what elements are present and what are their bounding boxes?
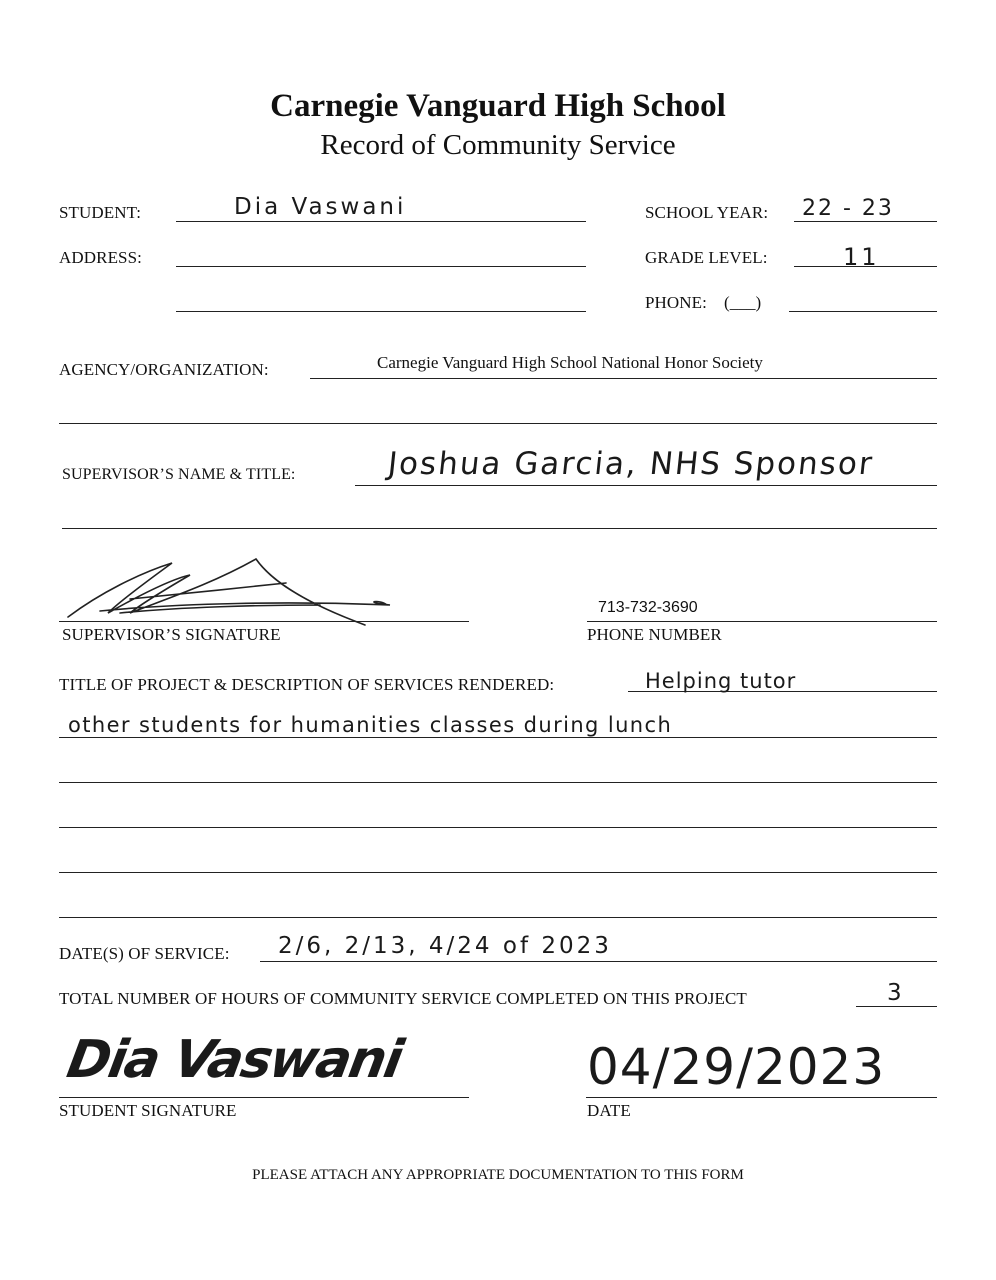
school-year-line: [794, 221, 937, 222]
phone-label: PHONE:: [645, 293, 707, 312]
student-signature-label: STUDENT SIGNATURE: [59, 1101, 237, 1120]
hours-value[interactable]: 3: [887, 980, 902, 1006]
agency-label: AGENCY/ORGANIZATION:: [59, 360, 269, 379]
phone-area-code[interactable]: (___): [724, 293, 762, 312]
project-label: TITLE OF PROJECT & DESCRIPTION OF SERVICES RENDERED:: [59, 675, 555, 694]
student-signature-text: Dia Vaswani: [62, 1030, 406, 1090]
phone-line[interactable]: [789, 311, 937, 312]
address-line-2[interactable]: [176, 311, 586, 312]
project-line-4[interactable]: [59, 872, 937, 873]
address-line-1[interactable]: [176, 266, 586, 267]
agency-line-2[interactable]: [59, 423, 937, 424]
project-line-2[interactable]: [59, 782, 937, 783]
form-title: Record of Community Service: [320, 129, 676, 161]
supervisor-name-value[interactable]: Joshua Garcia, NHS Sponsor: [386, 446, 876, 482]
supervisor-phone-label: PHONE NUMBER: [587, 625, 722, 644]
date-label: DATE: [587, 1101, 631, 1120]
supervisor-phone-line: [587, 621, 937, 622]
school-year-label: SCHOOL YEAR:: [645, 203, 769, 222]
service-dates-label: DATE(S) OF SERVICE:: [59, 944, 230, 963]
project-description-line-1[interactable]: Helping tutor: [645, 669, 797, 693]
supervisor-name-line-2[interactable]: [62, 528, 937, 529]
date-line: [586, 1097, 937, 1098]
supervisor-name-label: SUPERVISOR’S NAME & TITLE:: [62, 466, 296, 483]
hours-line: [856, 1006, 937, 1007]
project-line-5[interactable]: [59, 917, 937, 918]
address-label: ADDRESS:: [59, 248, 142, 267]
student-line: [176, 221, 586, 222]
project-line-3[interactable]: [59, 827, 937, 828]
grade-level-value[interactable]: 11: [843, 243, 880, 271]
school-year-value[interactable]: 22 - 23: [802, 196, 894, 221]
supervisor-signature-label: SUPERVISOR’S SIGNATURE: [62, 625, 281, 644]
service-dates-value[interactable]: 2/6, 2/13, 4/24 of 2023: [278, 933, 612, 959]
school-name: Carnegie Vanguard High School: [270, 88, 726, 124]
supervisor-phone-value[interactable]: 713-732-3690: [598, 599, 698, 616]
date-value[interactable]: 04/29/2023: [587, 1038, 886, 1096]
grade-level-label: GRADE LEVEL:: [645, 248, 768, 267]
agency-value[interactable]: Carnegie Vanguard High School National Honor Society: [377, 353, 763, 372]
student-signature-line: [59, 1097, 469, 1098]
agency-line: [310, 378, 937, 379]
hours-label: TOTAL NUMBER OF HOURS OF COMMUNITY SERVICE COMPLETED ON THIS PROJECT: [59, 989, 747, 1008]
supervisor-name-line: [355, 485, 937, 486]
footer-note: PLEASE ATTACH ANY APPROPRIATE DOCUMENTATION TO THIS FORM: [252, 1167, 744, 1183]
student-label: STUDENT:: [59, 203, 142, 222]
student-name-value[interactable]: Dia Vaswani: [234, 194, 407, 220]
student-signature-image: [63, 1030, 406, 1090]
project-description-line-2[interactable]: other students for humanities classes during lunch: [68, 713, 673, 737]
supervisor-signature-line: [59, 621, 469, 622]
service-dates-line: [260, 961, 937, 962]
project-line-1: [59, 737, 937, 738]
